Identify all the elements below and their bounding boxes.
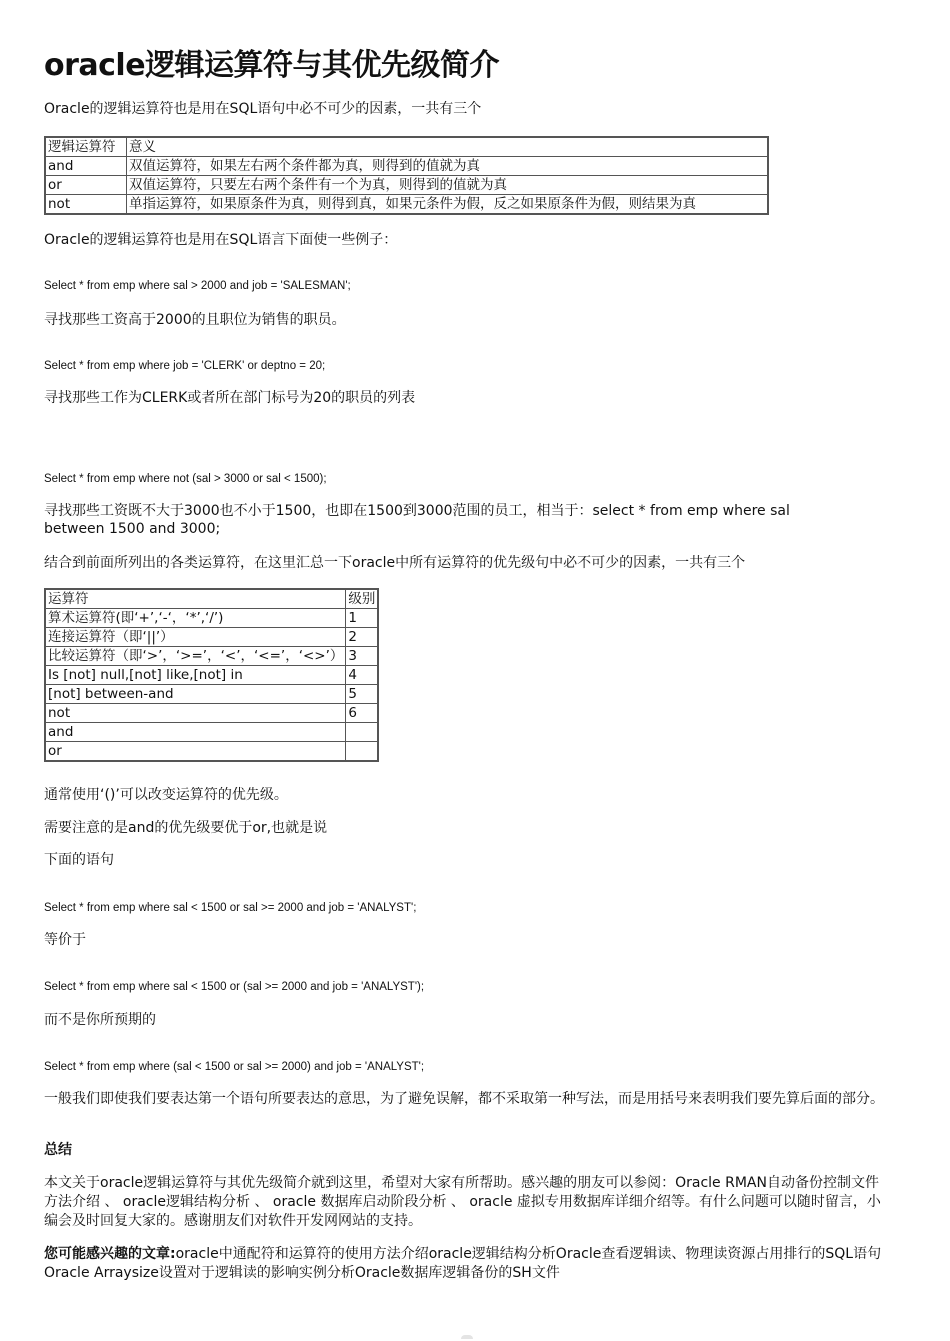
related-links[interactable]: oracle中通配符和运算符的使用方法介绍oracle逻辑结构分析Oracle查看逻辑读、物理读资源占用排行的SQL语句Oracle Arraysize设置对于逻辑读的影响实例分析Oracle数据库逻辑备份的SH文件 [44,1246,882,1281]
table-row [45,647,378,666]
page-title: oracle逻辑运算符与其优先级简介 [44,48,500,83]
table-row [45,195,768,215]
table-header-row [45,137,768,157]
logic-operator-table [44,136,769,215]
table-cell: Is [not] null,[not] like,[not] in [45,666,346,685]
table-cell: 算术运算符(即‘+’,‘-‘，‘*’,‘/’) [45,609,346,628]
precedence-table [44,588,379,762]
sql-example-2: Select * from emp where job = 'CLERK' or deptno = 20; [44,360,326,372]
table-cell: 6 [346,704,379,723]
table-header-cell: 级别 [346,589,379,609]
table-cell: and [45,157,127,176]
example-2-description: 寻找那些工作为CLERK或者所在部门标号为20的职员的列表 [44,390,416,406]
summary-heading: 总结 [44,1142,72,1158]
not-expected-label: 而不是你所预期的 [44,1012,156,1028]
sql-example-1: Select * from emp where sal > 2000 and job = 'SALESMAN'; [44,280,351,292]
table-cell: and [45,723,346,742]
advice-paragraph: 一般我们即使我们要表达第一个语句所要表达的意思，为了避免误解，都不采取第一种写法，而是用括号来表明我们要先算后面的部分。 [44,1091,884,1107]
table-row [45,723,378,742]
table-row [45,628,378,647]
page-edge-mark [461,1335,473,1339]
examples-intro: Oracle的逻辑运算符也是用在SQL语言下面使一些例子： [44,232,398,248]
table-row [45,685,378,704]
sql-statement-c: Select * from emp where (sal < 1500 or sal >= 2000) and job = 'ANALYST'; [44,1061,425,1073]
table-header-row [45,589,378,609]
precedence-intro: 结合到前面所列出的各类运算符，在这里汇总一下oracle中所有运算符的优先级句中必不可少的因素，一共有三个 [44,555,746,571]
sql-statement-a: Select * from emp where sal < 1500 or sal >= 2000 and job = 'ANALYST'; [44,902,417,914]
table-cell [346,723,379,742]
equivalent-label: 等价于 [44,932,86,948]
example-3-description-line-1: 寻找那些工资既不大于3000也不小于1500，也即在1500到3000范围的员工，相当于：select * from emp where sal [44,503,790,519]
table-row [45,666,378,685]
note-following-statement: 下面的语句 [44,852,114,868]
table-cell: 4 [346,666,379,685]
summary-paragraph: 本文关于oracle逻辑运算符与其优先级简介就到这里，希望对大家有所帮助。感兴趣的朋友可以参阅：Oracle RMAN自动备份控制文件方法介绍 、 oracle逻辑结构分析 、 oracle 数据库启动阶段分析 、 oracle 虚拟专用数据库详细介绍等。有什么问题可以随时留言，小编会及时回复大家的。感谢朋友们对软件开发网网站的支持。 [44,1175,881,1229]
table-row [45,176,768,195]
table-cell: not [45,195,127,215]
table-cell: 连接运算符（即‘||’） [45,628,346,647]
table-cell: 2 [346,628,379,647]
table-cell: 双值运算符，如果左右两个条件都为真，则得到的值就为真 [127,157,769,176]
table-cell: not [45,704,346,723]
intro-text: Oracle的逻辑运算符也是用在SQL语句中必不可少的因素，一共有三个 [44,101,482,117]
table-cell [346,742,379,762]
table-cell: 单指运算符，如果原条件为真，则得到真，如果元条件为假，反之如果原条件为假，则结果为真 [127,195,769,215]
table-cell: or [45,742,346,762]
example-1-description: 寻找那些工资高于2000的且职位为销售的职员。 [44,312,346,328]
table-cell: 5 [346,685,379,704]
table-header-cell: 意义 [127,137,769,157]
table-row [45,742,378,762]
note-parentheses: 通常使用‘()’可以改变运算符的优先级。 [44,787,288,803]
table-cell: 1 [346,609,379,628]
table-row [45,704,378,723]
related-articles [44,1245,889,1283]
table-cell: 3 [346,647,379,666]
table-header-cell: 逻辑运算符 [45,137,127,157]
table-cell: 双值运算符，只要左右两个条件有一个为真，则得到的值就为真 [127,176,769,195]
table-cell: 比较运算符（即‘>’，‘>=’，‘<’，‘<=’，‘<>’） [45,647,346,666]
note-and-precedence: 需要注意的是and的优先级要优于or,也就是说 [44,820,328,836]
table-row [45,157,768,176]
related-label: 您可能感兴趣的文章: [44,1246,176,1262]
sql-statement-b: Select * from emp where sal < 1500 or (sal >= 2000 and job = 'ANALYST'); [44,981,425,993]
table-cell: [not] between-and [45,685,346,704]
table-header-cell: 运算符 [45,589,346,609]
table-row [45,609,378,628]
sql-example-3: Select * from emp where not (sal > 3000 or sal < 1500); [44,473,327,485]
table-cell: or [45,176,127,195]
example-3-description-line-2: between 1500 and 3000; [44,521,221,537]
